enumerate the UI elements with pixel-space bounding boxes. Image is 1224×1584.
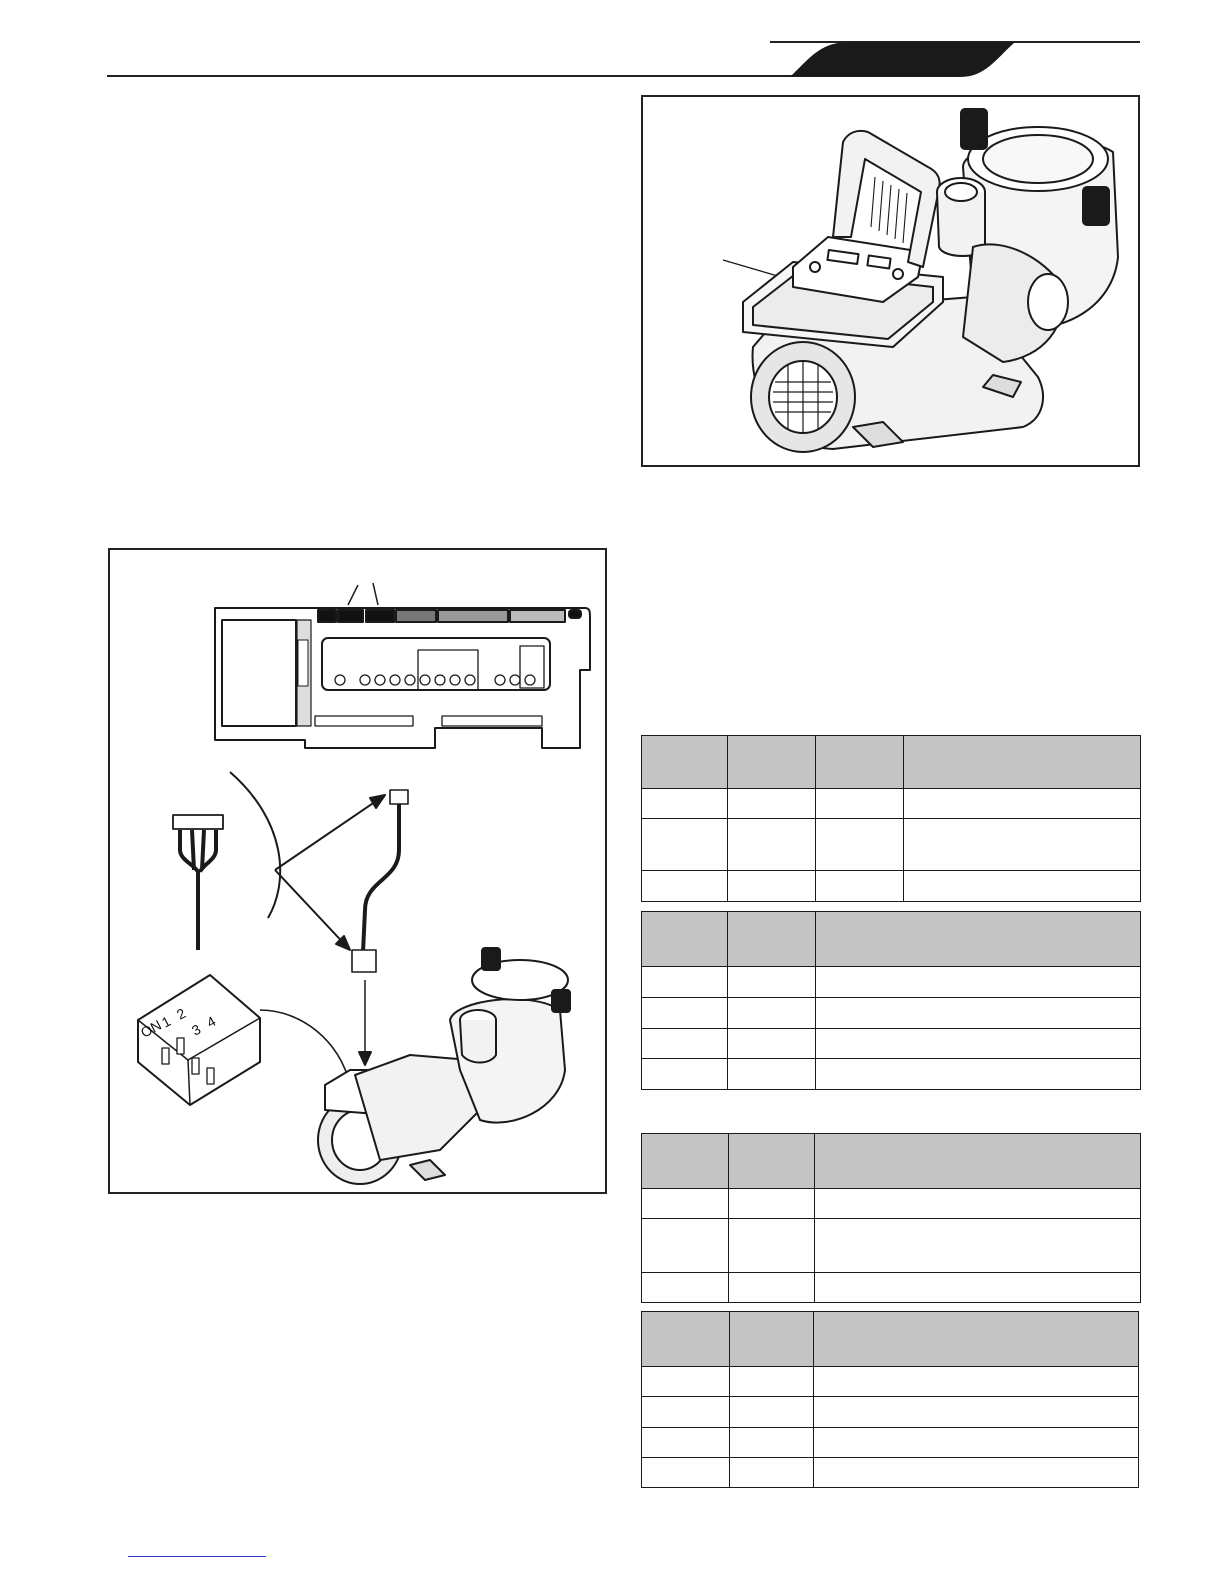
table-cell [642, 1029, 728, 1059]
table-cell [816, 789, 904, 819]
table-row [642, 789, 1141, 819]
table-header-cell [728, 736, 816, 789]
table-cell [728, 1059, 816, 1090]
table-cell [816, 871, 904, 902]
table-row [642, 1367, 1139, 1397]
table-header-row [642, 1312, 1139, 1367]
table-row [642, 1189, 1141, 1219]
table-cell [642, 1397, 730, 1428]
table-cell [730, 1397, 814, 1428]
table-cell [728, 967, 816, 998]
table-cell [816, 1059, 1141, 1090]
table-cell [728, 998, 816, 1029]
table-header-cell [642, 736, 728, 789]
table-cell [729, 1273, 815, 1303]
table-cell [730, 1367, 814, 1397]
table-cell [642, 789, 728, 819]
table-header-cell [816, 736, 904, 789]
table-header-cell [904, 736, 1141, 789]
table-cell [728, 789, 816, 819]
table-row [642, 967, 1141, 998]
terminal-arrow-right [373, 583, 378, 605]
table-row [642, 1397, 1139, 1428]
table-header-cell [728, 912, 816, 967]
table-cell [816, 967, 1141, 998]
table-header-cell [816, 912, 1141, 967]
terminal-arrow-left [348, 585, 358, 605]
table-cell [814, 1367, 1139, 1397]
wiring-figure [108, 548, 607, 1194]
dip-on-label: ON [137, 1016, 164, 1041]
table-row [642, 1458, 1139, 1488]
table-cell [904, 871, 1141, 902]
table-row [642, 1428, 1139, 1458]
table-cell [728, 871, 816, 902]
wiring-illustration [110, 550, 605, 1192]
table-cell [642, 819, 728, 871]
bracket-arc [230, 772, 280, 918]
table-header-cell [642, 912, 728, 967]
table-cell [730, 1428, 814, 1458]
table-cell [815, 1219, 1141, 1273]
page-header [0, 0, 1224, 90]
table-1 [641, 735, 1141, 902]
table-cell [729, 1219, 815, 1273]
table-cell [642, 1273, 729, 1303]
table-cell [815, 1189, 1141, 1219]
table-cell [815, 1273, 1141, 1303]
table-cell [816, 1029, 1141, 1059]
dip-switch-block [138, 975, 260, 1105]
table-row [642, 1059, 1141, 1090]
footer-link[interactable] [128, 1556, 266, 1558]
table-cell [816, 998, 1141, 1029]
table-cell [642, 998, 728, 1029]
table-cell [814, 1458, 1139, 1488]
table-cell [814, 1397, 1139, 1428]
dip-position-1: 1 [158, 1012, 174, 1031]
table-header-cell [814, 1312, 1139, 1367]
table-header-cell [730, 1312, 814, 1367]
table-header-cell [815, 1134, 1141, 1189]
table-cell [642, 871, 728, 902]
table-cell [728, 1029, 816, 1059]
table-cell [728, 819, 816, 871]
table-header-row [642, 736, 1141, 789]
table-2 [641, 911, 1141, 1090]
dip-position-2: 2 [173, 1004, 189, 1023]
table-cell [642, 1428, 730, 1458]
table-cell [642, 1059, 728, 1090]
pump-illustration [643, 97, 1138, 465]
table-row [642, 998, 1141, 1029]
table-cell [642, 967, 728, 998]
dip-position-4: 4 [203, 1012, 219, 1031]
table-row [642, 1219, 1141, 1273]
table-header-row [642, 912, 1141, 967]
table-row [642, 1273, 1141, 1303]
table-cell [904, 819, 1141, 871]
table-cell [904, 789, 1141, 819]
table-4 [641, 1311, 1139, 1488]
table-cell [642, 1189, 729, 1219]
table-header-cell [729, 1134, 815, 1189]
table-cell [730, 1458, 814, 1488]
table-3 [641, 1133, 1141, 1303]
pump-figure [641, 95, 1140, 467]
table-header-cell [642, 1134, 729, 1189]
table-row [642, 819, 1141, 871]
table-cell [642, 1219, 729, 1273]
table-cell [816, 819, 904, 871]
header-graphic [0, 0, 1224, 90]
table-cell [729, 1189, 815, 1219]
table-cell [814, 1428, 1139, 1458]
table-header-row [642, 1134, 1141, 1189]
header-tab [790, 42, 1015, 77]
table-header-cell [642, 1312, 730, 1367]
dip-position-3: 3 [188, 1020, 204, 1039]
table-cell [642, 1458, 730, 1488]
table-row [642, 871, 1141, 902]
table-row [642, 1029, 1141, 1059]
table-cell [642, 1367, 730, 1397]
